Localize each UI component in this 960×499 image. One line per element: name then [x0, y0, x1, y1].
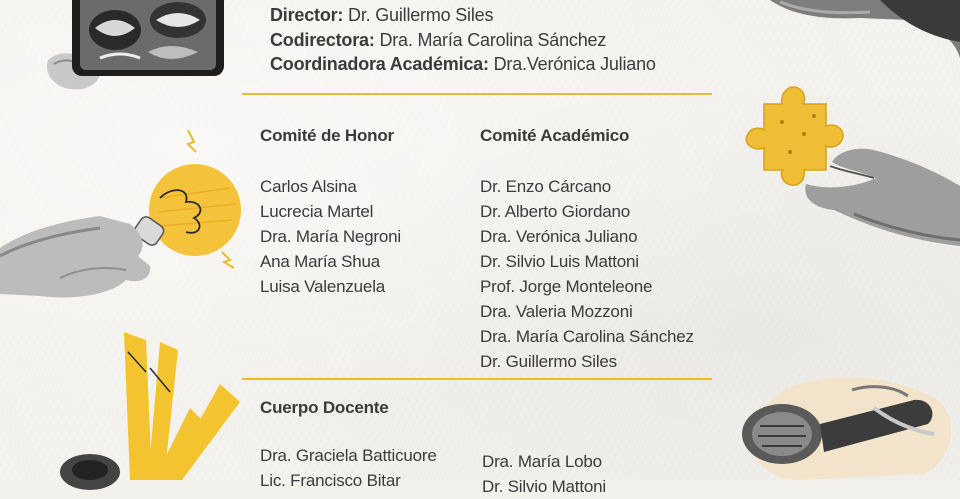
- divider-top: [242, 93, 712, 95]
- list-item: Dra. Valeria Mozzoni: [480, 302, 633, 321]
- codirectora-label: Codirectora:: [270, 30, 375, 50]
- hand-pointing-collage: [760, 0, 960, 62]
- list-item: Dra. María Negroni: [260, 227, 401, 246]
- microphone-collage: [724, 370, 960, 480]
- list-item: Dra. María Carolina Sánchez: [480, 327, 694, 346]
- list-item: Dra. Verónica Juliano: [480, 227, 638, 246]
- director-label: Director:: [270, 5, 344, 25]
- cuerpo-docente-title: Cuerpo Docente: [260, 398, 389, 417]
- cuerpo-docente-col2: [482, 449, 606, 499]
- list-item: Lic. Francisco Bitar: [260, 471, 401, 490]
- codirectora-line: [270, 30, 606, 51]
- comite-academico-title: Comité Académico: [480, 126, 630, 145]
- list-item: Dr. Enzo Cárcano: [480, 177, 611, 196]
- list-item: Carlos Alsina: [260, 177, 357, 196]
- list-item: Dra. María Lobo: [482, 452, 602, 471]
- list-item: Dr. Guillermo Siles: [480, 352, 617, 371]
- coordinadora-value: Dra.Verónica Juliano: [493, 54, 656, 74]
- director-value: Dr. Guillermo Siles: [348, 5, 494, 25]
- comite-academico-list: [480, 174, 694, 374]
- list-item: Dr. Silvio Mattoni: [482, 477, 606, 496]
- divider-bottom: [242, 378, 712, 380]
- list-item: Prof. Jorge Monteleone: [480, 277, 653, 296]
- phone-mouths-collage: [40, 0, 230, 92]
- list-item: Dra. Graciela Batticuore: [260, 446, 437, 465]
- lightbulb-hand-collage: [0, 128, 245, 303]
- coordinadora-line: [270, 54, 656, 75]
- list-item: Dr. Silvio Luis Mattoni: [480, 252, 639, 271]
- list-item: Lucrecia Martel: [260, 202, 374, 221]
- list-item: Luisa Valenzuela: [260, 277, 386, 296]
- comite-honor-list: [260, 174, 401, 299]
- puzzle-piece-hand-collage: [734, 74, 960, 254]
- megaphone-rays-collage: [50, 332, 240, 480]
- comite-honor-title: Comité de Honor: [260, 126, 394, 145]
- cuerpo-docente-col1: [260, 443, 437, 493]
- codirectora-value: Dra. María Carolina Sánchez: [379, 30, 607, 50]
- coordinadora-label: Coordinadora Académica:: [270, 54, 489, 74]
- list-item: Ana María Shua: [260, 252, 381, 271]
- director-line: [270, 5, 493, 26]
- list-item: Dr. Alberto Giordano: [480, 202, 631, 221]
